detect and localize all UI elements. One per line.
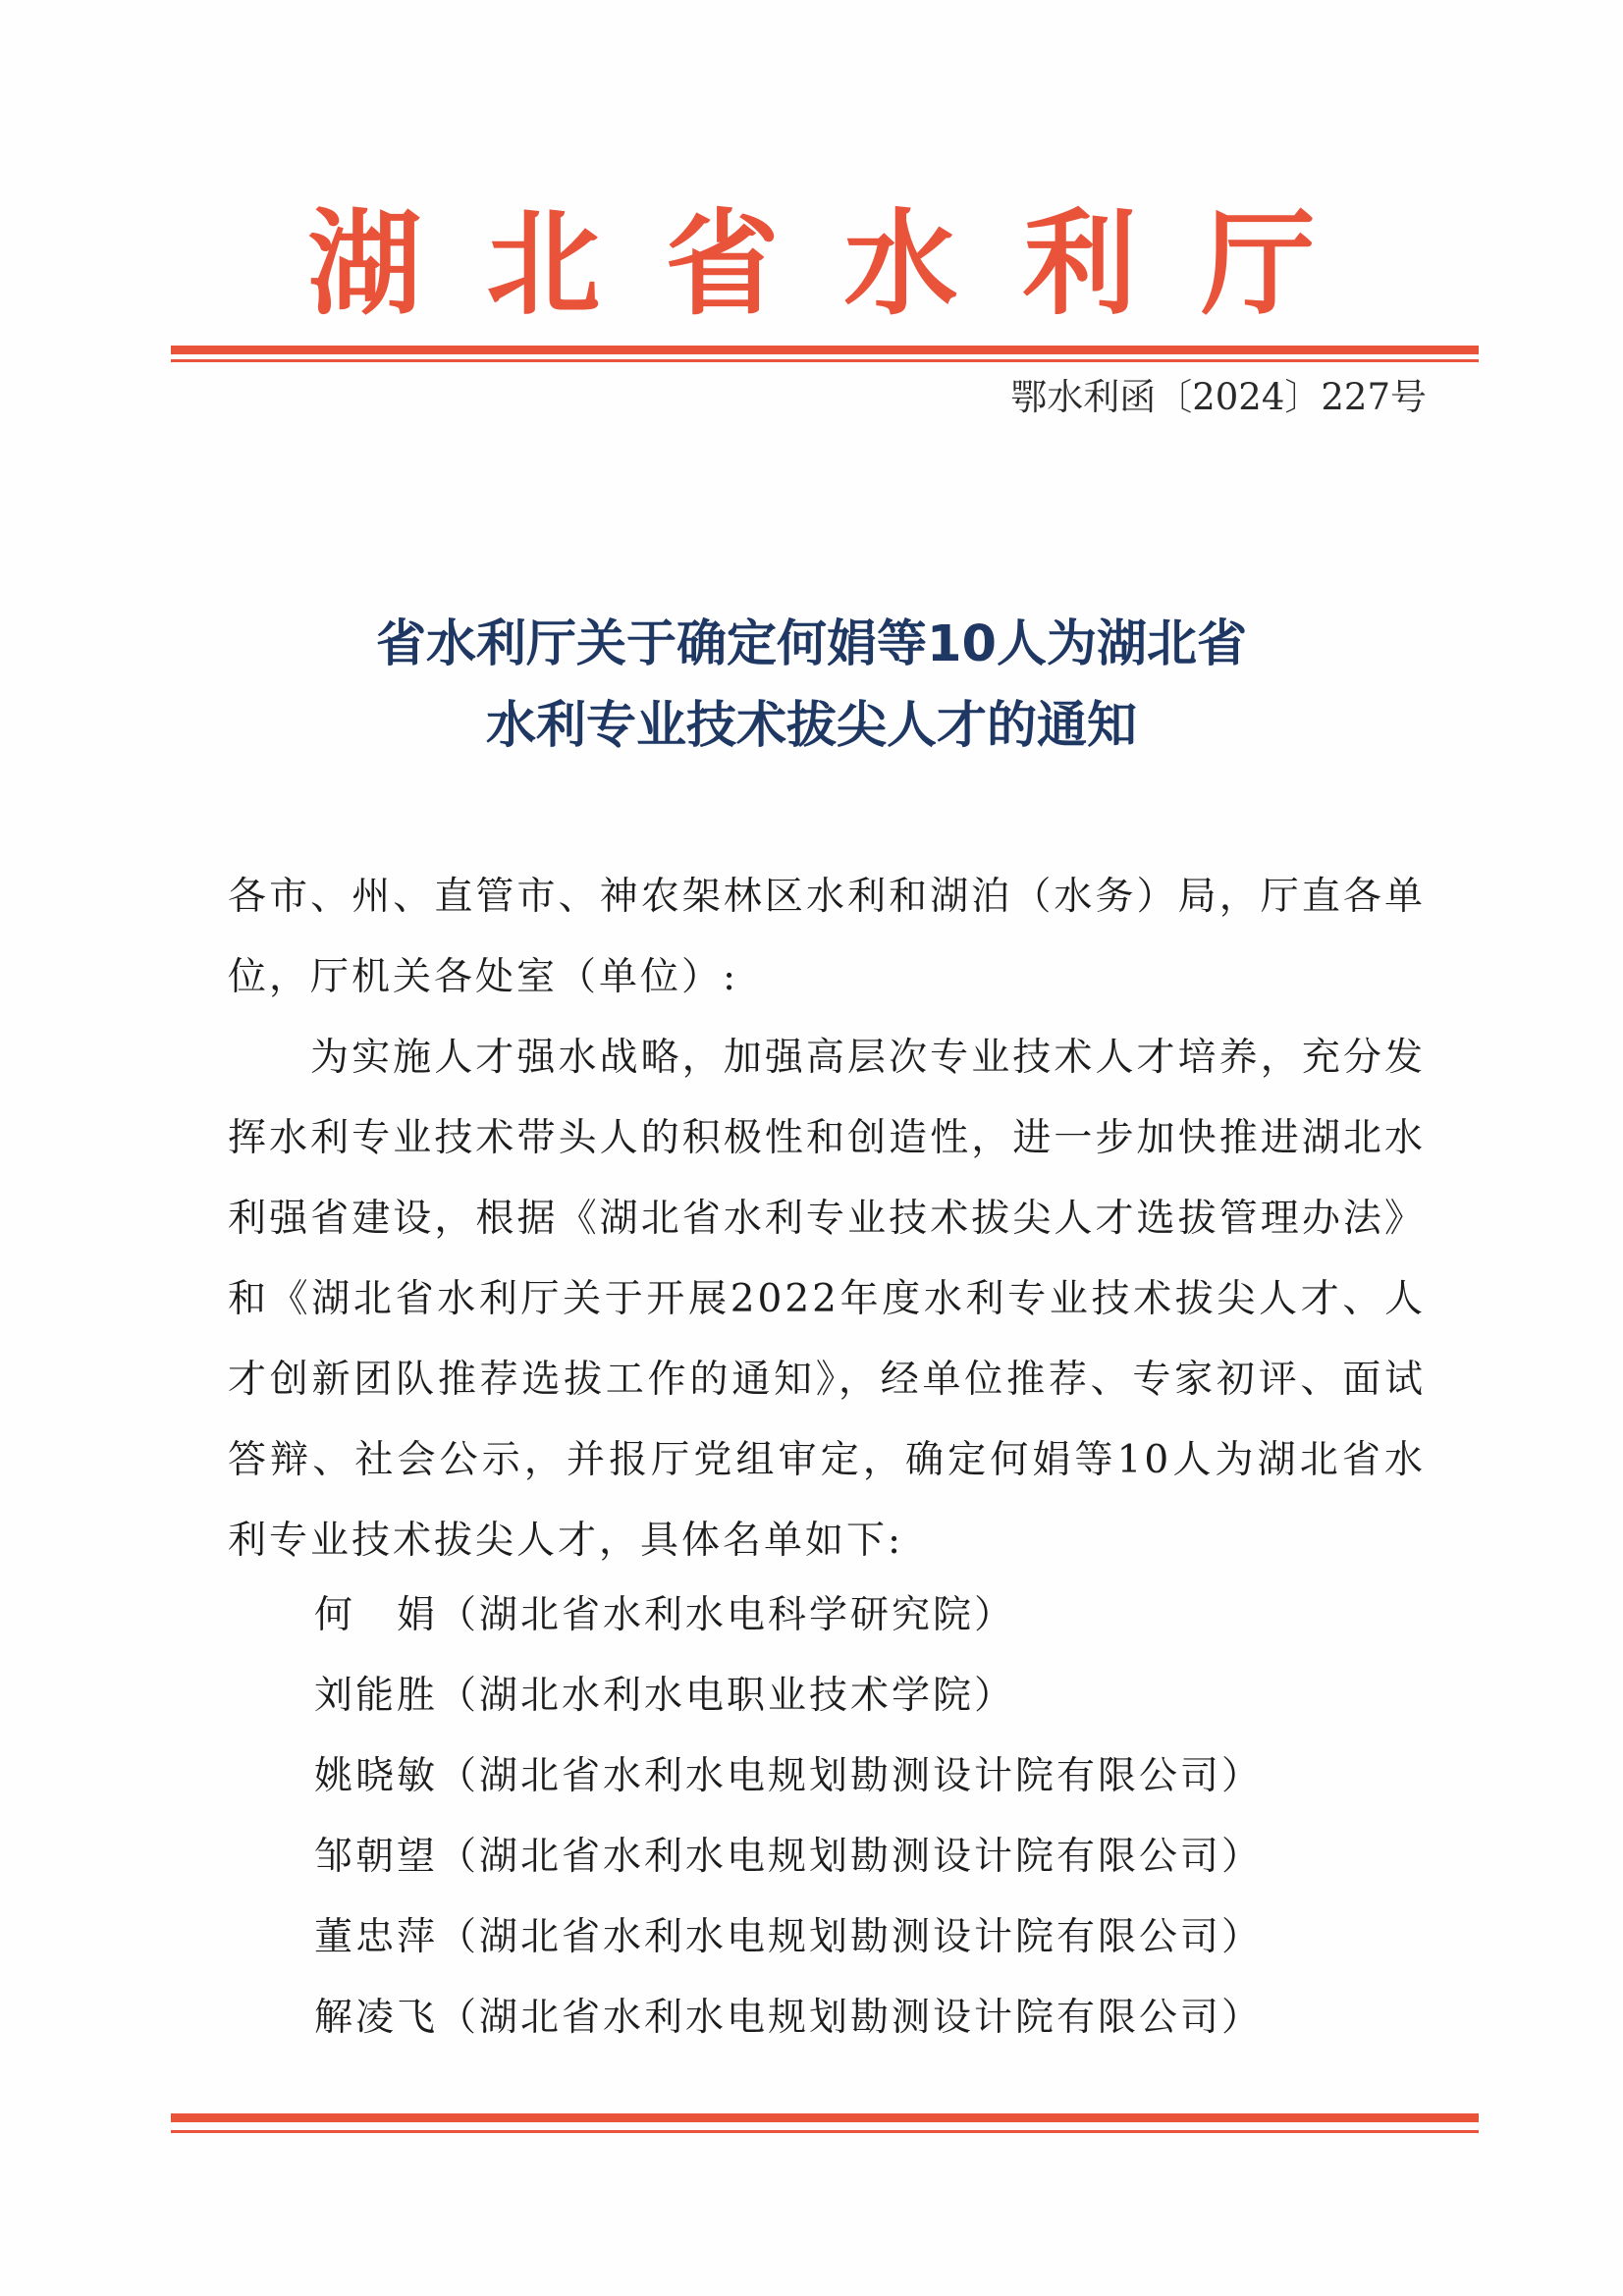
header-divider-thick <box>171 346 1479 354</box>
list-item: 何 娟（湖北省水利水电科学研究院） <box>314 1593 1016 1637</box>
document-body <box>228 857 1426 1581</box>
document-number: 鄂水利函〔2024〕227号 <box>1010 376 1427 418</box>
document-title <box>0 604 1623 767</box>
body-paragraph: 为实施人才强水战略，加强高层次专业技术人才培养，充分发挥水利专业技术带头人的积极性和创造性，进一步加快推进湖北水利强省建设，根据《湖北省水利专业技术拔尖人才选拔管理办法》和《湖北省水利厅关于开展2022年度水利专业技术拔尖人才、人才创新团队推荐选拔工作的通知》，经单位推荐、专家初评、面试答辩、社会公示，并报厅党组审定，确定何娟等10人为湖北省水利专业技术拔尖人才，具体名单如下: <box>228 1036 1426 1563</box>
list-item: 解凌飞（湖北省水利水电规划勘测设计院有限公司） <box>314 1996 1264 2040</box>
issuing-authority-title: 湖北省水利厅 <box>307 198 1380 331</box>
list-item: 邹朝望（湖北省水利水电规划勘测设计院有限公司） <box>314 1835 1264 1879</box>
document-title-line-2: 水利专业技术拔尖人才的通知 <box>485 697 1137 755</box>
list-item: 刘能胜（湖北水利水电职业技术学院） <box>314 1674 1016 1718</box>
document-title-line-1: 省水利厅关于确定何娟等10人为湖北省 <box>376 615 1247 673</box>
salutation: 各市、州、直管市、神农架林区水利和湖泊（水务）局，厅直各单位，厅机关各处室（单位）: <box>228 875 1426 999</box>
footer-divider-thin <box>171 2130 1479 2133</box>
list-item: 姚晓敏（湖北省水利水电规划勘测设计院有限公司） <box>314 1754 1264 1798</box>
footer-divider-thick <box>171 2113 1479 2122</box>
header-divider-thin <box>171 359 1479 362</box>
list-item: 董忠萍（湖北省水利水电规划勘测设计院有限公司） <box>314 1915 1264 1959</box>
talent-name-list <box>314 1575 1263 2058</box>
